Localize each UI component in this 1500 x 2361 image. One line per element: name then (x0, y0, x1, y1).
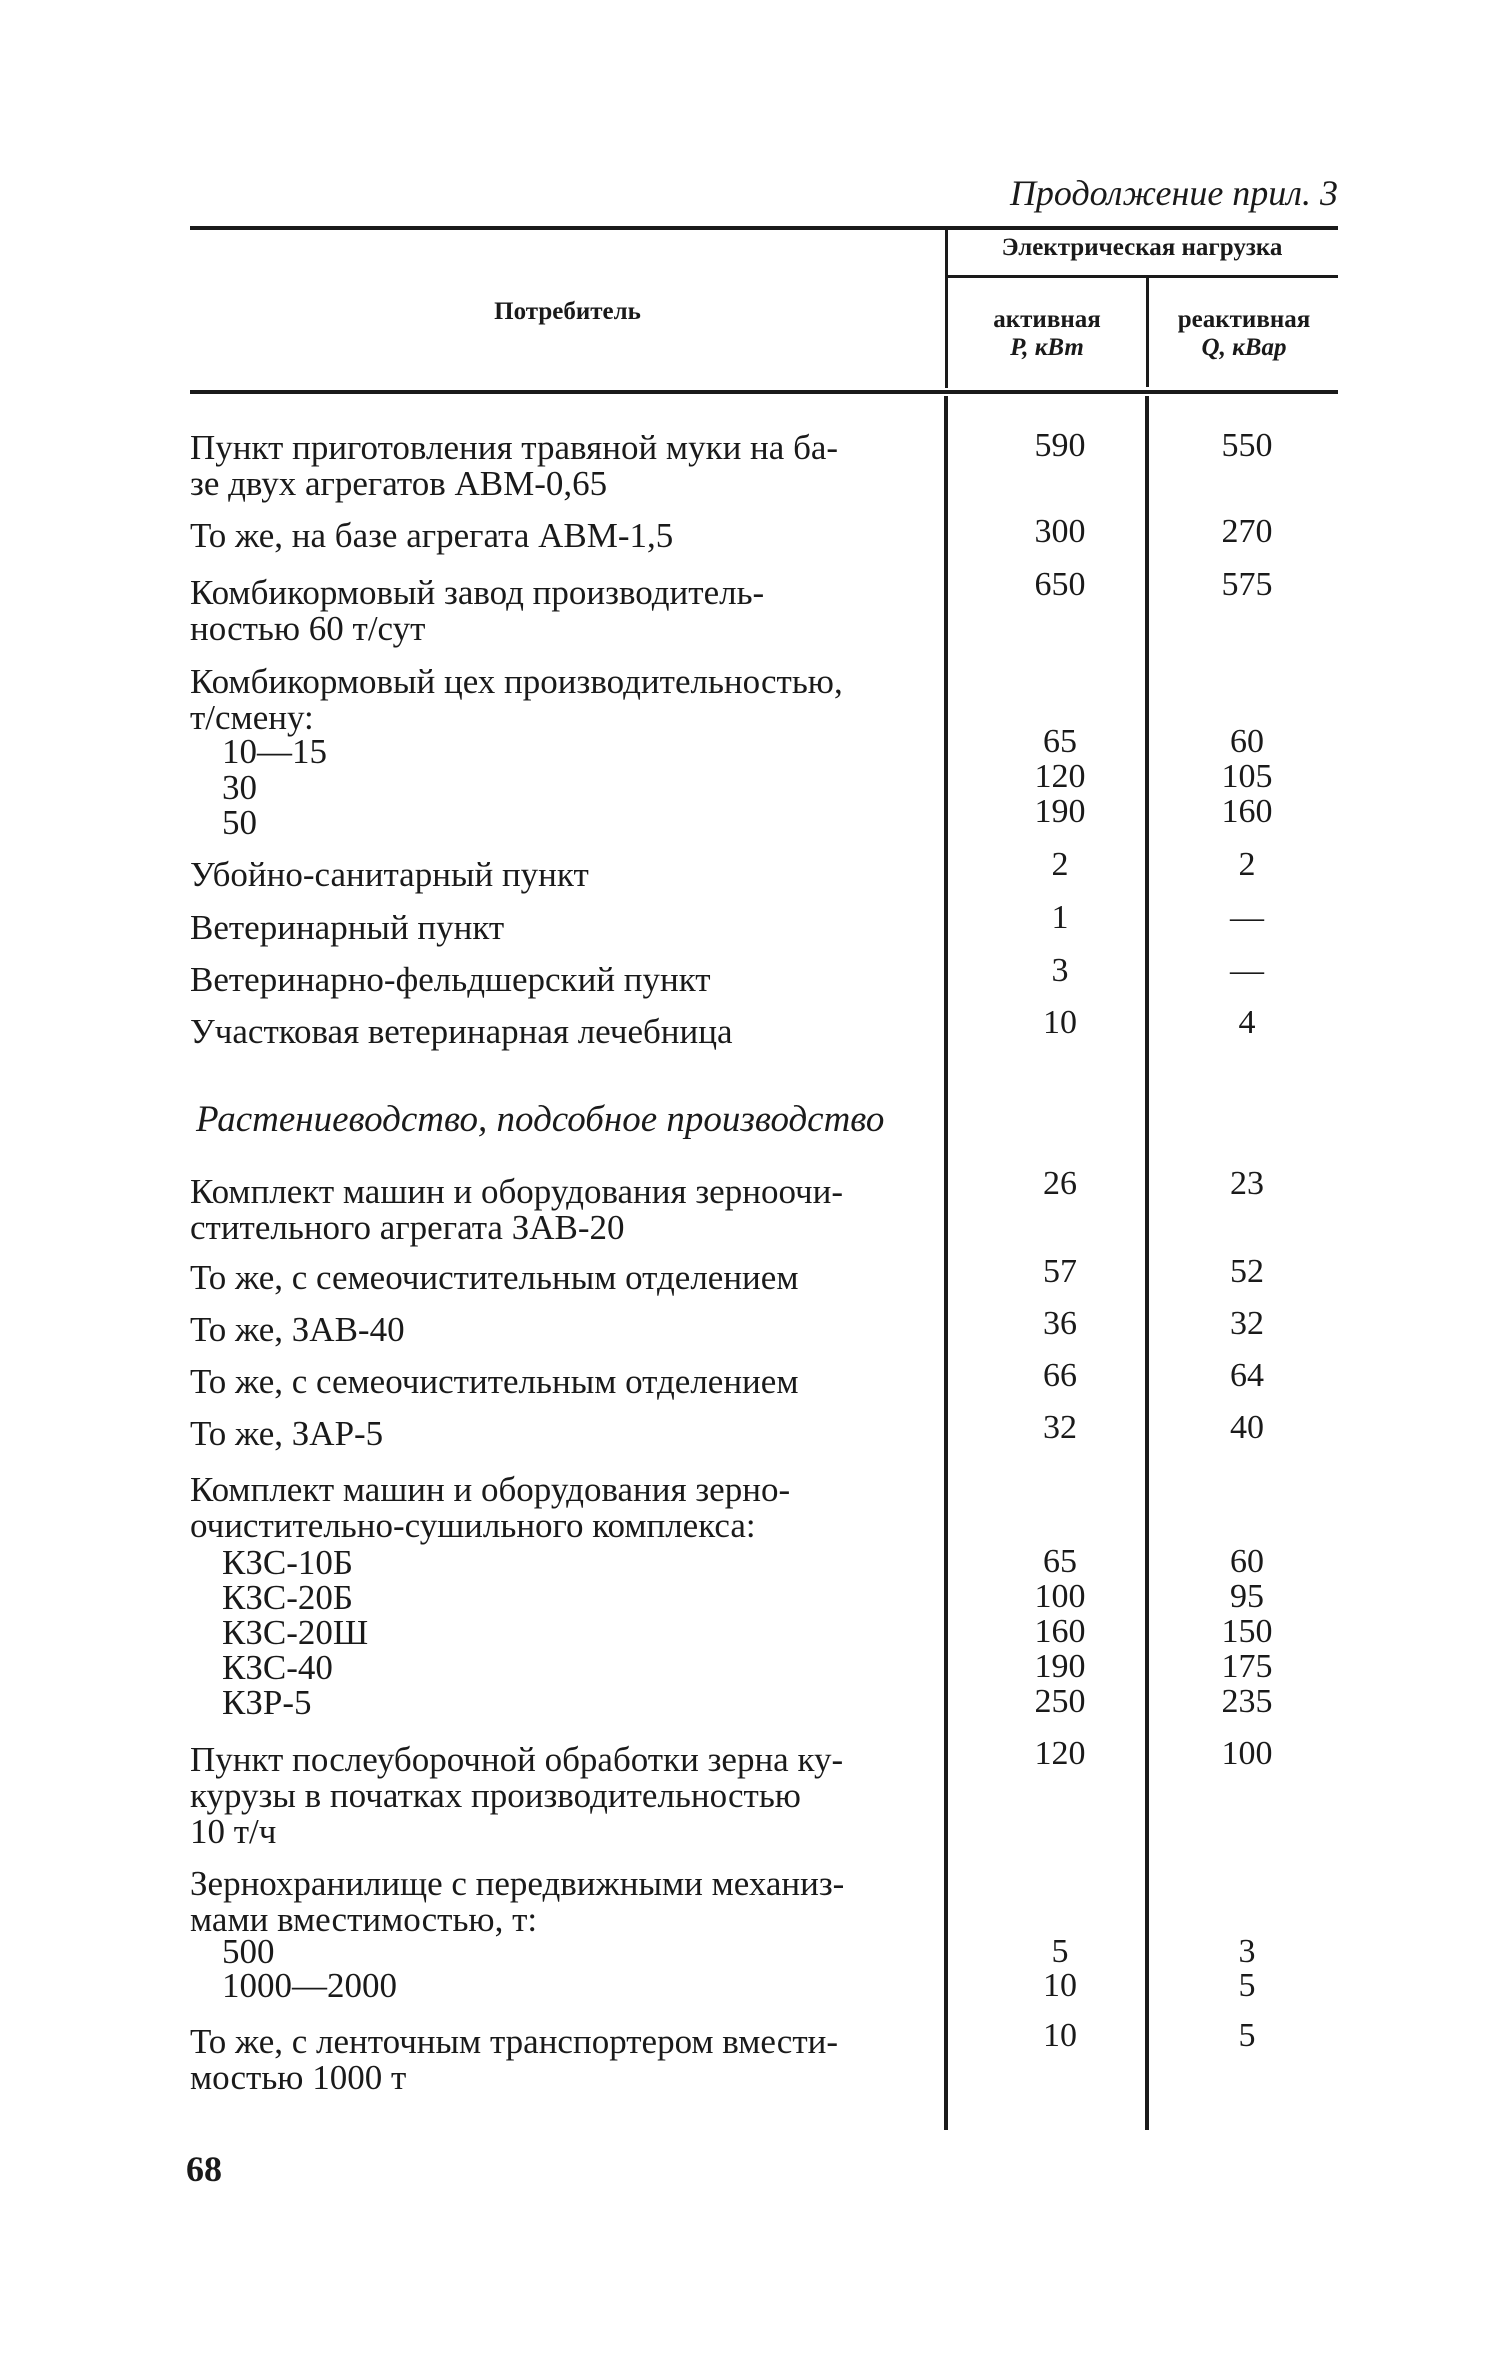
sub-item-label: 1000—2000 (222, 1966, 397, 2005)
reactive-value: — (1230, 952, 1264, 989)
sub-item-label: 50 (222, 803, 257, 842)
active-value: 160 (1034, 1613, 1086, 1650)
page-number: 68 (186, 2149, 222, 2189)
reactive-value: 52 (1230, 1253, 1264, 1290)
sub-item-label: 500 (222, 1932, 275, 1971)
active-value: 36 (1043, 1305, 1077, 1342)
reactive-value: 23 (1230, 1165, 1264, 1202)
active-value: 57 (1043, 1253, 1077, 1290)
header-bottom-rule (190, 390, 1338, 394)
reactive-value: 575 (1221, 566, 1273, 603)
sub-item-label: КЗС-40 (222, 1648, 333, 1687)
reactive-value: 2 (1238, 846, 1256, 883)
active-value: 120 (1034, 1735, 1086, 1772)
reactive-value: 4 (1238, 1004, 1256, 1041)
table-row-desc: Пункт приготовления травяной муки на ба- зе двух агрегатов АВМ-0,65 (190, 428, 839, 503)
active-value: 32 (1043, 1409, 1077, 1446)
sub-item-label: КЗС-20Б (222, 1578, 353, 1617)
reactive-value: 235 (1221, 1683, 1273, 1720)
reactive-value: 60 (1230, 1543, 1264, 1580)
reactive-value: 550 (1221, 427, 1273, 464)
sub-item-label: КЗР-5 (222, 1683, 312, 1722)
table-row-desc: То же, ЗАВ-40 (190, 1310, 405, 1349)
active-value: 1 (1051, 899, 1069, 936)
table-row-desc: Пункт послеуборочной обработки зерна ку- курузы в початках производительностью 10 т/ч (190, 1740, 844, 1851)
reactive-value: 175 (1221, 1648, 1273, 1685)
sub-item-label: 30 (222, 768, 257, 807)
active-value: 100 (1034, 1578, 1086, 1615)
active-value: 26 (1043, 1165, 1077, 1202)
table-row-desc: То же, с ленточным транспортером вмести- мостью 1000 т (190, 2022, 838, 2097)
table-row-desc: Комбикормовый завод производитель- ностью 60 т/сут (190, 573, 765, 648)
reactive-value: 5 (1238, 2017, 1256, 2054)
table-row-desc: То же, на базе агрегата АВМ-1,5 (190, 516, 674, 555)
active-value: 65 (1043, 723, 1077, 760)
table-row-desc: То же, ЗАР-5 (190, 1414, 384, 1453)
continuation-label: Продолжение прил. 3 (1009, 173, 1338, 213)
table-row-desc: То же, с семеочистительным отделением (190, 1362, 799, 1401)
active-value: 10 (1043, 1004, 1077, 1041)
reactive-value: 3 (1238, 1933, 1256, 1970)
active-value: 590 (1034, 427, 1086, 464)
section-heading: Растениеводство, подсобное производство (196, 1099, 885, 1140)
active-value: 10 (1043, 2017, 1077, 2054)
table-row-desc: То же, с семеочистительным отделением (190, 1258, 799, 1297)
sub-item-label: КЗС-20Ш (222, 1613, 369, 1652)
active-value: 190 (1034, 793, 1086, 830)
table-row-desc: Участковая ветеринарная лечебница (190, 1012, 733, 1051)
reactive-value: 150 (1221, 1613, 1273, 1650)
reactive-value: 40 (1230, 1409, 1264, 1446)
reactive-value: 5 (1238, 1967, 1256, 2004)
table-row-desc: Комплект машин и оборудования зерно- очистительно-сушильного комплекса: (190, 1470, 791, 1545)
active-value: 650 (1034, 566, 1086, 603)
reactive-value: — (1230, 899, 1264, 936)
active-value: 2 (1051, 846, 1069, 883)
active-value: 300 (1034, 513, 1086, 550)
body-vertical-rule-left (944, 396, 948, 2130)
reactive-value: 95 (1230, 1578, 1264, 1615)
load-group-underline (946, 275, 1338, 278)
reactive-value: 60 (1230, 723, 1264, 760)
active-value: 250 (1034, 1683, 1086, 1720)
reactive-value: 160 (1221, 793, 1273, 830)
load-group-header: Электрическая нагрузка (1001, 234, 1283, 261)
table-row-desc: Убойно-санитарный пункт (190, 855, 589, 894)
reactive-value: 105 (1221, 758, 1273, 795)
table-row-desc: Ветеринарный пункт (190, 908, 505, 947)
top-rule (190, 226, 1338, 230)
table-row-desc: Зернохранилище с передвижными механиз- мами вместимостью, т: (190, 1864, 845, 1939)
reactive-value: 270 (1221, 513, 1273, 550)
active-value: 3 (1051, 952, 1069, 989)
active-value: 120 (1034, 758, 1086, 795)
sub-item-label: 10—15 (222, 732, 327, 771)
active-header: активная P, кВт (993, 306, 1101, 361)
table-row-desc: Комплект машин и оборудования зерноочи- стительного агрегата ЗАВ-20 (190, 1172, 844, 1247)
table-row-desc: Комбикормовый цех производительностью, т/смену: (190, 662, 843, 737)
active-value: 10 (1043, 1967, 1077, 2004)
active-value: 190 (1034, 1648, 1086, 1685)
reactive-value: 32 (1230, 1305, 1264, 1342)
active-value: 5 (1051, 1933, 1069, 1970)
sub-item-label: КЗС-10Б (222, 1543, 353, 1582)
table-row-desc: Ветеринарно-фельдшерский пункт (190, 960, 711, 999)
consumer-header: Потребитель (494, 298, 641, 325)
active-value: 65 (1043, 1543, 1077, 1580)
reactive-header: реактивная Q, кВар (1177, 306, 1311, 361)
reactive-value: 64 (1230, 1357, 1264, 1394)
active-value: 66 (1043, 1357, 1077, 1394)
reactive-value: 100 (1221, 1735, 1273, 1772)
